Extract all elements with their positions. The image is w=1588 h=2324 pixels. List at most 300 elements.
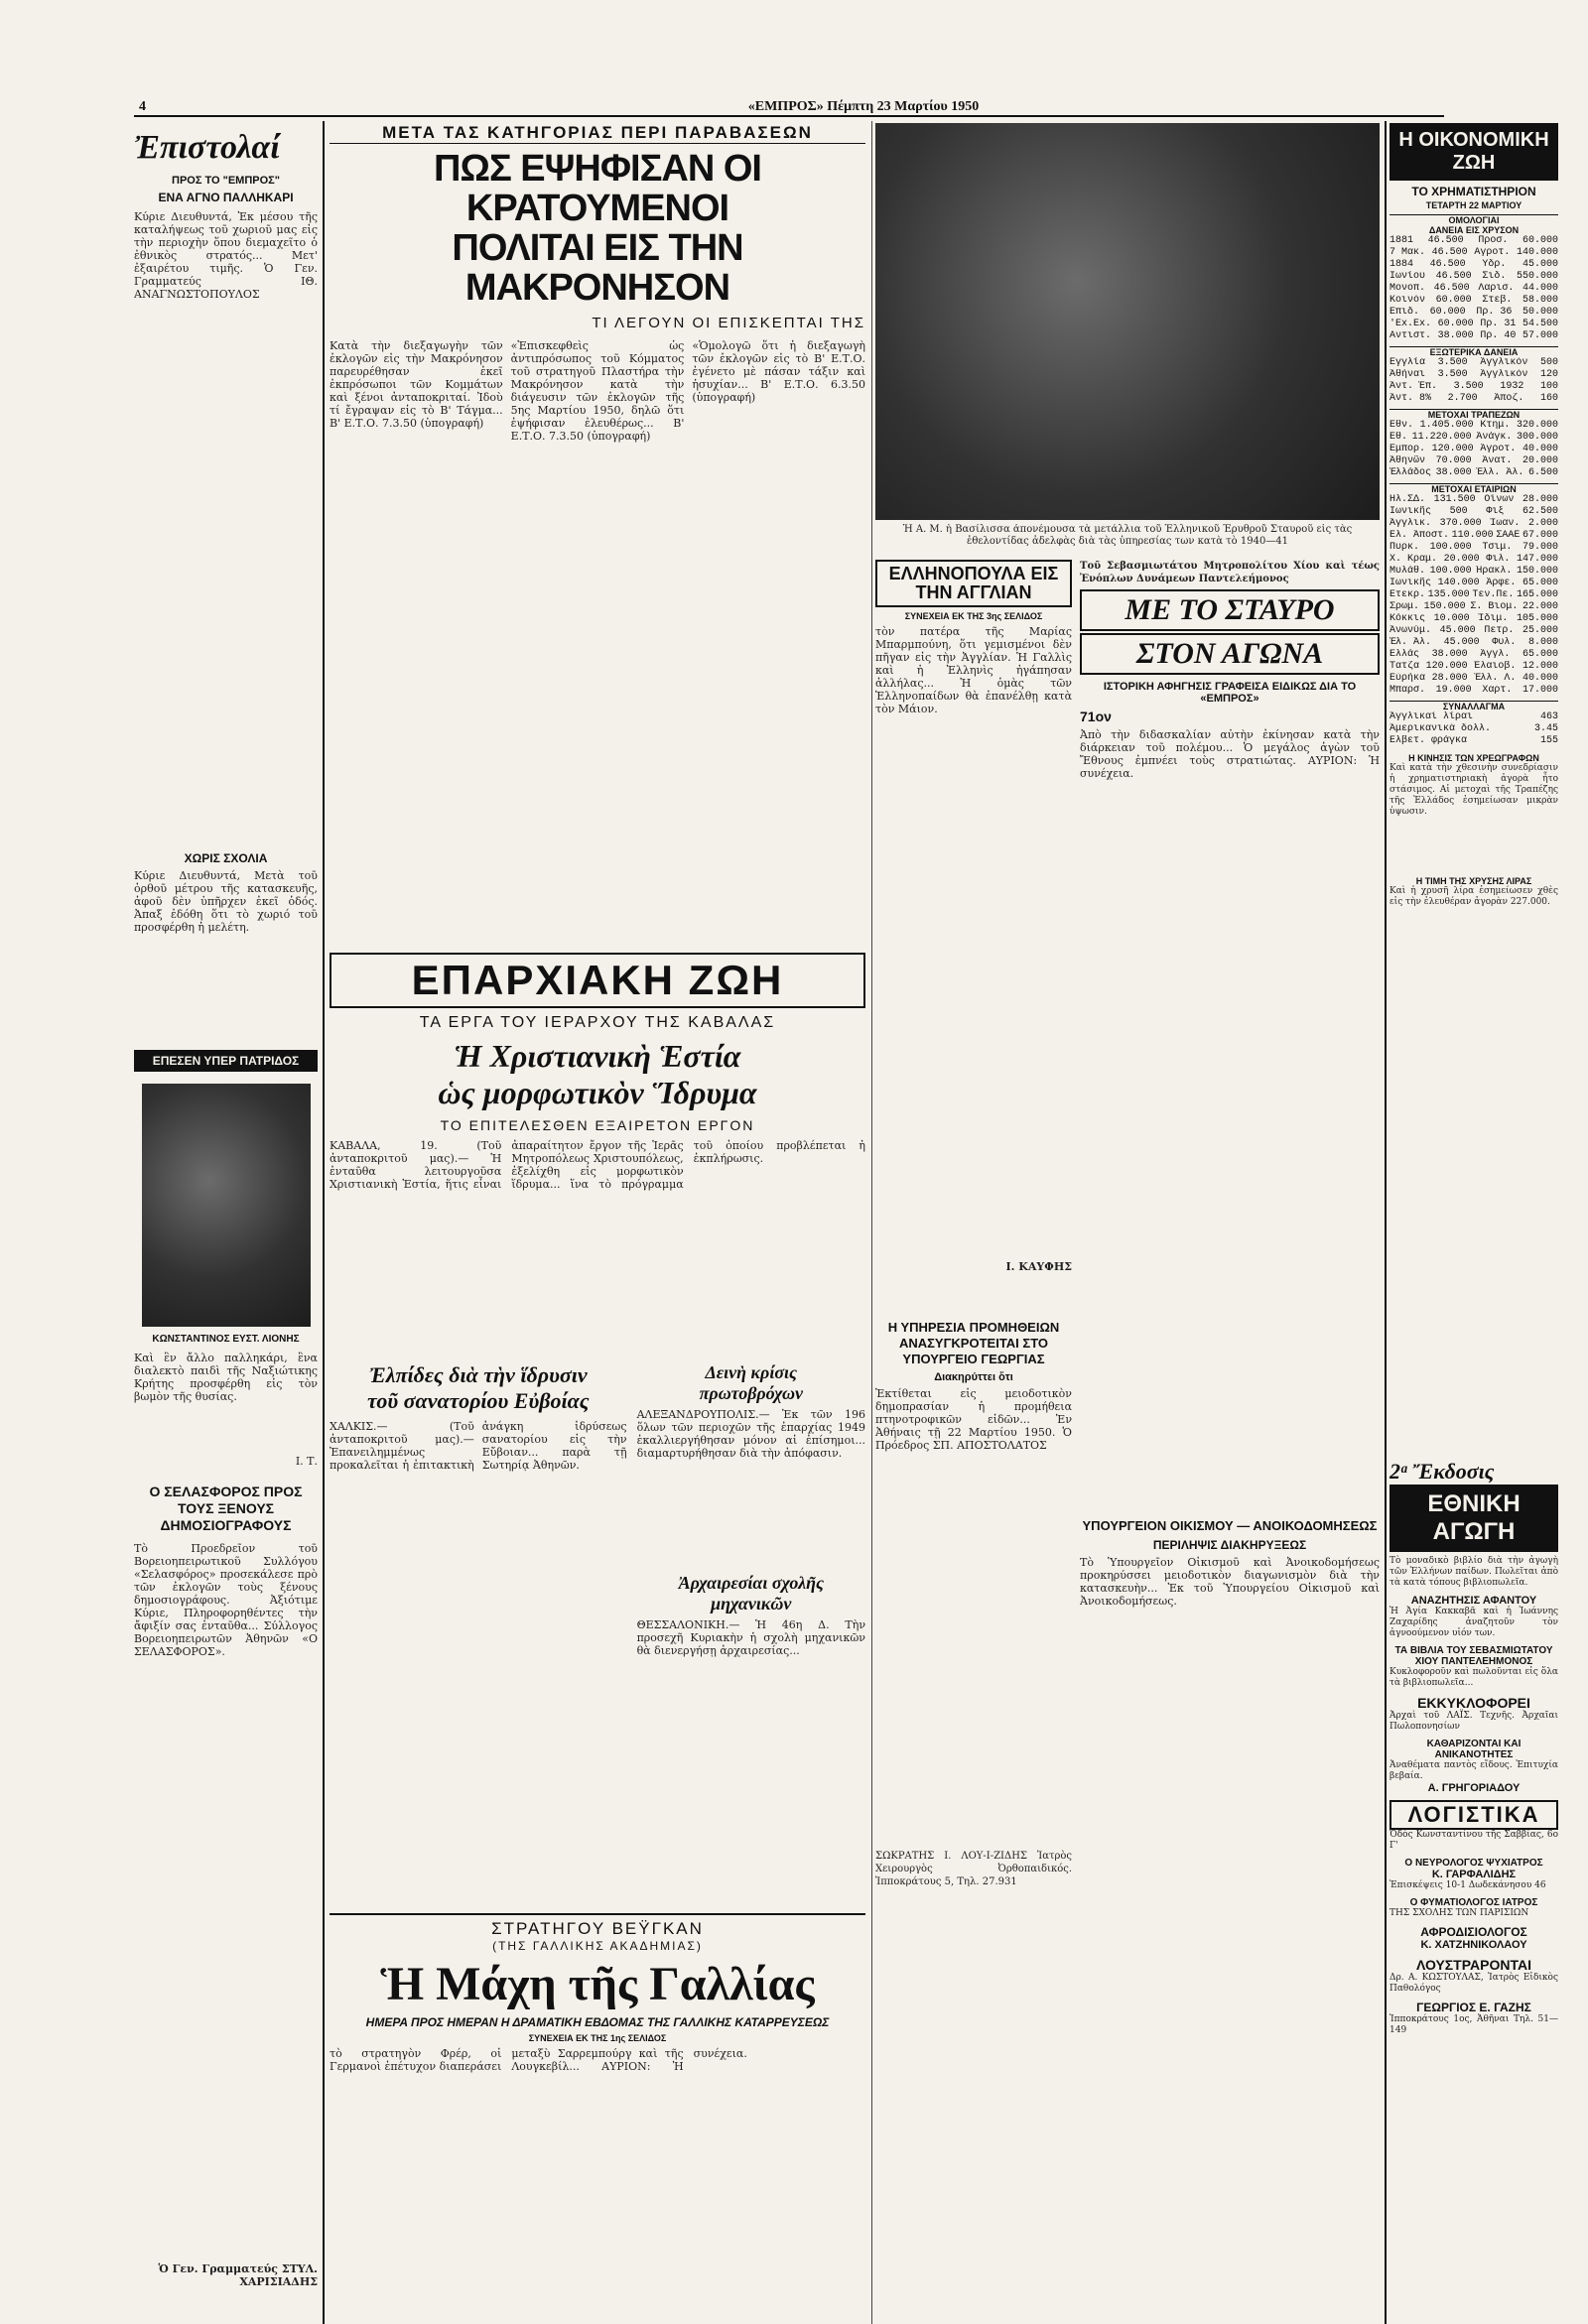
letters-title: Ἐπιστολαί	[134, 129, 280, 166]
makronisos-deck: ΤΙ ΛΕΓΟΥΝ ΟΙ ΕΠΙΣΚΕΠΤΑΙ ΤΗΣ	[592, 314, 865, 331]
table-cell: Ἰωνικῆς	[1390, 506, 1432, 517]
lighthouse-signature: Ὁ Γεν. Γραμματεύς ΣΤΥΛ. ΧΑΡΙΣΙΑΔΗΣ	[158, 2262, 318, 2288]
table-cell: 1.405.000	[1419, 420, 1474, 431]
table-cell: Κοινὸν	[1390, 295, 1426, 306]
table-cell: Ἔτεκρ.	[1390, 589, 1426, 600]
table-cell: 38.000	[1435, 467, 1472, 478]
company-share-row	[1390, 578, 1558, 589]
company-share-row	[1390, 673, 1558, 685]
economy-section	[1390, 123, 1558, 1453]
provincial-deck: ΤΟ ΕΠΙΤΕΛΕΣΘΕΝ ΕΞΑΙΡΕΤΟΝ ΕΡΓΟΝ	[440, 1117, 755, 1134]
metropolitan-part: 71ον	[1080, 709, 1112, 724]
gold-loan-row	[1390, 259, 1558, 271]
gold-loan-row	[1390, 330, 1558, 342]
table-cell: 60.000	[1429, 307, 1466, 318]
table-cell: 320.000	[1516, 420, 1558, 431]
economy-sovereign-body: Καὶ ἡ χρυσῆ λίρα ἐσημείωσεν χθὲς εἰς τὴν ἐλευθέραν ἀγορὰν 227.000.	[1390, 886, 1558, 907]
company-share-row	[1390, 494, 1558, 506]
table-cell: Ἀθήναι	[1390, 369, 1426, 380]
external-loan-row	[1390, 381, 1558, 393]
table-cell: 165.000	[1516, 589, 1558, 600]
physician-body: ΤΗΣ ΣΧΟΛΗΣ ΤΩΝ ΠΑΡΙΣΙΩΝ	[1390, 1908, 1529, 1918]
metropolitan-kicker: Τοῦ Σεβασμιωτάτου Μητροπολίτου Χίου καὶ τέως Ἐνόπλων Δυνάμεων Παντελεήμονος	[1080, 561, 1380, 584]
table-cell: 500	[1449, 506, 1468, 517]
table-cell: Κόκκις	[1390, 613, 1426, 624]
exchange-row	[1390, 723, 1558, 735]
table-cell: 46.500	[1429, 259, 1466, 270]
cleaning-body: Ἀναθέματα παντὸς εἴδους. Ἐπιτυχία βεβαία.	[1390, 1760, 1558, 1781]
provincial-kicker: ΤΑ ΕΡΓΑ ΤΟΥ ΙΕΡΑΡΧΟΥ ΤΗΣ ΚΑΒΑΛΑΣ	[419, 1014, 776, 1032]
table-cell: 8.000	[1527, 637, 1558, 648]
table-cell: Ἀγγλικὸν	[1480, 369, 1528, 380]
table-cell: 20.000	[1443, 554, 1480, 565]
table-cell: 46.500	[1427, 235, 1464, 246]
table-cell: 140.000	[1437, 578, 1480, 588]
table-cell: Πρ. 36	[1476, 307, 1513, 318]
table-cell: 500	[1539, 357, 1558, 368]
greek-women-article	[875, 560, 1072, 1314]
letters-subtitle: ΕΝΑ ΑΓΝΟ ΠΑΛΛΗΚΑΡΙ	[158, 191, 294, 204]
table-cell: 11.220.000	[1411, 432, 1472, 443]
makronisos-col-3: «Ὁμολογῶ ὅτι ἡ διεξαγωγὴ τῶν ἐκλογῶν εἰς τὸ Β' Ε.Τ.Ο. ἐγένετο μὲ πάσαν τάξιν καὶ ἡσυχίαν... Β' Ε.Τ.Ο. 6.3.50 (ὑπογραφή)	[692, 338, 865, 404]
table-cell: Ἀγροτ.	[1480, 444, 1517, 454]
provincial-title: ΕΠΑΡΧΙΑΚΗ ΖΩΗ	[330, 953, 865, 1008]
neurologist-title: Ο ΝΕΥΡΟΛΟΓΟΣ ΨΥΧΙΑΤΡΟΣ	[1404, 1858, 1543, 1869]
gold-loan-row	[1390, 235, 1558, 247]
table-cell: 46.500	[1435, 271, 1472, 282]
supply-body: Ἐκτίθεται εἰς μειοδοτικὸν δημοπρασίαν ἡ προμήθεια πτηνοτροφικῶν εἰδῶν... Ἐν Ἀθήναις τῇ 22 Μαρτίου 1950. Ὁ Πρόεδρος ΣΠ. ΑΠΟΣΤΟΛΑΤΟΣ	[875, 1387, 1072, 1452]
table-cell: 57.000	[1522, 330, 1558, 341]
soldier-portrait	[142, 1084, 311, 1327]
bank-share-row	[1390, 420, 1558, 432]
company-share-row	[1390, 506, 1558, 518]
table-cell: 2.000	[1527, 518, 1558, 529]
provincial-headline-1: Ἡ Χριστιανικὴ Ἑστία	[454, 1038, 741, 1075]
arch-title-1: Ἀρχαιρεσίαι σχολῆς	[678, 1573, 824, 1594]
provincial-section	[330, 953, 865, 1905]
company-share-row	[1390, 518, 1558, 530]
table-cell: Ἀμερικανικὰ δολλ.	[1390, 723, 1492, 734]
company-share-row	[1390, 625, 1558, 637]
table-cell: Ἐθν.	[1390, 420, 1414, 431]
table-cell: 62.500	[1522, 506, 1558, 517]
company-share-row	[1390, 554, 1558, 566]
table-cell: 46.500	[1431, 247, 1468, 258]
greek-women-body: τὸν πατέρα τῆς Μαρίας Μπαρμπούνη, ὅτι γεμισμένοι δὲν πῆγαν εἰς τὴν Ἀγγλίαν. Ἡ Γαλλὶς καὶ ἡ Ἑλληνὶς ἠγάπησαν ἀλλήλας... Ἡ ὁμὰς τῶν Ἑλληνοπαίδων θὰ ἐπανέλθῃ κατὰ τὸν Μάιον.	[875, 624, 1072, 715]
table-cell: 160	[1539, 393, 1558, 404]
table-cell: Ἐγγλία	[1390, 357, 1426, 368]
table-cell: Ἑλλ. Ἀλ.	[1476, 467, 1524, 478]
table-cell: Ἐμπορ.	[1390, 444, 1426, 454]
edition-label: 2ᵃ Ἔκδοσις	[1390, 1459, 1495, 1484]
table-cell: Ἀγγλικ.	[1390, 518, 1432, 529]
metropolitan-title-1: ΜΕ ΤΟ ΣΤΑΥΡΟ	[1080, 589, 1380, 631]
table-cell: Ἰωνικῆς	[1390, 578, 1432, 588]
table-cell: 19.000	[1435, 685, 1472, 696]
bank-share-row	[1390, 444, 1558, 455]
economy-banks-heading: ΜΕΤΟΧΑΙ ΤΡΑΠΕΖΩΝ	[1390, 409, 1558, 420]
economy-shipping-heading: Η ΚΙΝΗΣΙΣ ΤΩΝ ΧΡΕΩΓΡΑΦΩΝ	[1408, 753, 1539, 763]
company-share-row	[1390, 601, 1558, 613]
bank-share-row	[1390, 432, 1558, 444]
exchange-table	[1390, 711, 1558, 747]
accounting-title: ΛΟΓΙΣΤΙΚΑ	[1390, 1800, 1558, 1830]
table-cell: Πρ. 31	[1480, 319, 1517, 329]
book-sale-title: ΤΑ ΒΙΒΛΙΑ ΤΟΥ ΣΕΒΑΣΜΙΩΤΑΤΟΥ ΧΙΟΥ ΠΑΝΤΕΛΕΗΜΟΝΟΣ	[1394, 1645, 1553, 1667]
fallen-signature: Ι. Τ.	[295, 1455, 318, 1468]
gold-loan-row	[1390, 319, 1558, 330]
table-cell: Ἀθηνῶν	[1390, 455, 1426, 466]
table-cell: Ἀντ. Ἐπ.	[1390, 381, 1438, 392]
economy-title: Η ΟΙΚΟΝΟΜΙΚΗ ΖΩΗ	[1390, 123, 1558, 181]
table-cell: 150.000	[1516, 566, 1558, 577]
encyc-body: Ἀρχαὶ τοῦ ΛΑΪΣ. Τεχνῆς. Ἀρχαῖαι Πωλοπονησίων	[1390, 1711, 1558, 1732]
metropolitan-deck: ΙΣΤΟΡΙΚΗ ΑΦΗΓΗΣΙΣ ΓΡΑΦΕΙΣΑ ΕΙΔΙΚΩΣ ΔΙΑ ΤΟ «ΕΜΠΡΟΣ»	[1103, 681, 1357, 705]
letters-subtitle-2: ΧΩΡΙΣ ΣΧΟΛΙΑ	[184, 851, 268, 865]
bank-share-row	[1390, 467, 1558, 479]
queen-photo-caption: Ἡ Α. Μ. ἡ Βασίλισσα ἀπονέμουσα τὰ μετάλλια τοῦ Ἑλληνικοῦ Ἐρυθροῦ Σταυροῦ εἰς τὰς ἐθελοντίδας ἀδελφὰς διὰ τὰς ὑπηρεσίας των κατὰ τὸ 1940—41	[902, 524, 1353, 547]
exchange-row	[1390, 711, 1558, 723]
table-cell: Ἀνατ.	[1482, 455, 1513, 466]
table-cell: 70.000	[1435, 455, 1472, 466]
table-cell: 22.000	[1522, 601, 1558, 612]
washing-title: ΛΟΥΣΤΡΑΡΟΝΤΑΙ	[1415, 1957, 1531, 1973]
table-cell: 17.000	[1522, 685, 1558, 696]
george-title: ΓΕΩΡΓΙΟΣ Ε. ΓΑΖΗΣ	[1416, 2001, 1531, 2014]
column-divider	[871, 121, 872, 2324]
washing-body: Δρ. Α. ΚΩΣΤΟΥΛΑΣ, Ἰατρὸς Εἰδικὸς Παθολόγος	[1390, 1973, 1558, 1994]
crop-title-1: Δεινὴ κρίσις	[705, 1362, 798, 1383]
table-cell: 300.000	[1516, 432, 1558, 443]
table-cell: Χ. Κραμ.	[1390, 554, 1438, 565]
table-cell: 60.000	[1435, 295, 1472, 306]
bank-shares-table	[1390, 420, 1558, 479]
table-cell: Ἀγγλικὸν	[1480, 357, 1528, 368]
greek-women-cont: ΣΥΝΕΧΕΙΑ ΕΚ ΤΗΣ 3ης ΣΕΛΙΔΟΣ	[904, 610, 1043, 621]
table-cell: 155	[1539, 735, 1558, 746]
table-cell: 105.000	[1516, 613, 1558, 624]
gold-loan-row	[1390, 307, 1558, 319]
company-share-row	[1390, 637, 1558, 649]
table-cell: 10.000	[1433, 613, 1470, 624]
arch-title-2: μηχανικῶν	[711, 1594, 792, 1614]
table-cell: Ἐθ.	[1390, 432, 1408, 443]
table-cell: 40.000	[1522, 673, 1558, 684]
external-loan-row	[1390, 357, 1558, 369]
aphrodisiacs-name: Κ. ΧΑΤΖΗΝΙΚΟΛΑΟΥ	[1420, 1939, 1527, 1951]
lighthouse-section	[134, 1484, 318, 2317]
table-cell: Αγροτ.	[1474, 247, 1511, 258]
neurologist-body: Ἐπισκέψεις 10-1 Δωδεκάνησου 46	[1390, 1880, 1546, 1890]
table-cell: Σ. Βιομ.	[1470, 601, 1519, 612]
makronisos-col-1: Κατὰ τὴν διεξαγωγὴν τῶν ἐκλογῶν εἰς τὴν Μακρόνησον παρευρέθησαν ἐκεῖ ἐκπρόσωποι τῶν Κομμάτων καὶ ξένοι ἀνταποκριταί. Ἰδοὺ τί ἔγραψαν εἰς τὸ Β' Τάγμα... Β' Ε.Τ.Ο. 7.3.50 (ὑπογραφή)	[330, 338, 503, 430]
economy-gold-heading: ΔΑΝΕΙΑ ΕΙΣ ΧΡΥΣΟΝ	[1428, 225, 1520, 235]
table-cell: Ἰωαν.	[1490, 518, 1521, 529]
arch-body: ΘΕΣΣΑΛΟΝΙΚΗ.— Ἡ 46η Δ. Τὴν προσεχῆ Κυριακὴν ἡ σχολὴ μηχανικῶν θὰ διενεργήσῃ ἀρχαιρεσίας...	[636, 1618, 865, 1658]
column-divider	[323, 121, 325, 2324]
table-cell: Πρ. 40	[1480, 330, 1517, 341]
makronisos-kicker: ΜΕΤΑ ΤΑΣ ΚΑΤΗΓΟΡΙΑΣ ΠΕΡΙ ΠΑΡΑΒΑΣΕΩΝ	[330, 123, 865, 144]
table-cell: Κτημ.	[1480, 420, 1511, 431]
letters-section	[134, 129, 318, 1042]
metropolitan-article	[1080, 560, 1380, 1512]
page-number: 4	[139, 99, 146, 114]
table-cell: Λαρισ.	[1478, 283, 1515, 294]
table-cell: Ἑλ. Ἀλ.	[1390, 637, 1432, 648]
table-cell: 25.000	[1522, 625, 1558, 636]
table-cell: 54.500	[1522, 319, 1558, 329]
provincial-headline-2: ὡς μορφωτικὸν Ἵδρυμα	[438, 1075, 757, 1111]
table-cell: 44.000	[1522, 283, 1558, 294]
table-cell: 110.000	[1451, 530, 1494, 541]
paper-date: «ΕΜΠΡΟΣ» Πέμπτη 23 Μαρτίου 1950	[747, 99, 980, 114]
table-cell: Αντιστ.	[1390, 330, 1432, 341]
supply-subhead: Διακηρύττει ὅτι	[934, 1371, 1013, 1383]
economy-companies-heading: ΜΕΤΟΧΑΙ ΕΤΑΙΡΙΩΝ	[1390, 483, 1558, 494]
table-cell: 12.000	[1522, 661, 1558, 672]
company-share-row	[1390, 542, 1558, 554]
metropolitan-body: Ἀπὸ τὴν διδασκαλίαν αὐτὴν ἐκίνησαν κατὰ τὴν διάρκειαν τοῦ πολέμου... Ὁ μεγάλος ἀγὼν τοῦ Ἔθνους ἐμπνέει τοὺς στρατιώτας. ΑΥΡΙΟΝ: Ἡ συνέχεια.	[1080, 728, 1380, 780]
table-cell: Μονοπ.	[1390, 283, 1426, 294]
weygand-article	[330, 1913, 865, 2320]
table-cell: 60.000	[1522, 235, 1558, 246]
table-cell: 67.000	[1522, 530, 1558, 541]
table-cell: Σρωμ.	[1390, 601, 1420, 612]
gold-loan-row	[1390, 283, 1558, 295]
column-divider	[1385, 121, 1387, 2324]
table-cell: 1932	[1500, 381, 1524, 392]
ministry-body: Τὸ Ὑπουργεῖον Οἰκισμοῦ καὶ Ἀνοικοδομήσεως προκηρύσσει μειοδοτικὸν διαγωνισμὸν διὰ τὴν κατασκευὴν... Ἐκ τοῦ Ὑπουργείου Οἰκισμοῦ καὶ Ἀνοικοδομήσεως.	[1080, 1556, 1380, 1608]
table-cell: Ἐλλάς	[1390, 649, 1420, 660]
table-cell: 28.000	[1522, 494, 1558, 505]
company-share-row	[1390, 566, 1558, 578]
table-cell: 135.000	[1427, 589, 1470, 600]
weygand-title: Ἡ Μάχη τῆς Γαλλίας	[380, 1958, 815, 2010]
fallen-body: Καὶ ἓν ἄλλο παλληκάρι, ἓνα διαλεκτὸ παιδὶ τῆς Ναξιώτικης Κρήτης προσφέρθη εἰς τὸν βωμὸν τῆς θυσίας.	[134, 1352, 318, 1403]
table-cell: Ἀντ. 8%	[1390, 393, 1432, 404]
makronisos-headline-1: ΠΩΣ ΕΨΗΦΙΣΑΝ ΟΙ ΚΡΑΤΟΥΜΕΝΟΙ	[434, 148, 761, 229]
table-cell: 7 Μακ.	[1390, 247, 1426, 258]
supply-title: Η ΥΠΗΡΕΣΙΑ ΠΡΟΜΗΘΕΙΩΝ ΑΝΑΣΥΓΚΡΟΤΕΙΤΑΙ ΣΤΟ ΥΠΟΥΡΓΕΙΟ ΓΕΩΡΓΙΑΣ	[887, 1320, 1060, 1366]
fallen-section	[134, 1050, 318, 1477]
company-share-row	[1390, 530, 1558, 542]
table-cell: 38.000	[1437, 330, 1474, 341]
table-cell: Τεν.Πε.	[1472, 589, 1515, 600]
table-cell: 'Ex.Ex.	[1390, 319, 1432, 329]
table-cell: Οἴνων	[1484, 494, 1515, 505]
ministry-subhead: ΠΕΡΙΛΗΨΙΣ ΔΙΑΚΗΡΥΞΕΩΣ	[1152, 1538, 1307, 1552]
company-share-row	[1390, 613, 1558, 625]
table-cell: 45.000	[1522, 259, 1558, 270]
gold-loan-row	[1390, 271, 1558, 283]
table-cell: Ἀποζ.	[1494, 393, 1524, 404]
table-cell: Ἀγγλ.	[1480, 649, 1511, 660]
george-body: Ἱπποκράτους 1ος, Ἀθῆναι Τηλ. 51—149	[1390, 2014, 1558, 2035]
book-title: ΕΘΝΙΚΗ ΑΓΩΓΗ	[1390, 1485, 1558, 1552]
table-cell: 140.000	[1516, 247, 1558, 258]
company-share-row	[1390, 685, 1558, 697]
table-cell: 40.000	[1522, 444, 1558, 454]
table-cell: Ἀνωνύμ.	[1390, 625, 1432, 636]
cleaning-title: ΚΑΘΑΡΙΖΟΝΤΑΙ ΚΑΙ ΑΝΙΚΑΝΟΤΗΤΕΣ	[1426, 1739, 1522, 1760]
encyc-title: ΕΚΚΥΚΛΟΦΟΡΕΙ	[1417, 1695, 1530, 1711]
table-cell: 6.500	[1527, 467, 1558, 478]
table-cell: 150.000	[1423, 601, 1466, 612]
ministry-notice	[1080, 1518, 1380, 2317]
table-cell: Ἑλλάδος	[1390, 467, 1432, 478]
table-cell: 3.500	[1453, 381, 1484, 392]
makronisos-article	[330, 123, 865, 947]
evia-title-1: Ἐλπίδες διὰ τὴν ἵδρυσιν	[368, 1362, 588, 1388]
fallen-title: ΕΠΕΣΕΝ ΥΠΕΡ ΠΑΤΡΙΔΟΣ	[134, 1050, 318, 1072]
economy-date: ΤΕΤΑΡΤΗ 22 ΜΑΡΤΙΟΥ	[1425, 200, 1522, 210]
search-body: Ἡ Ἀγία Κακκαβᾶ καὶ ἡ Ἰωάννης Ζαχαρίδης ἀναζητοῦν τὸν ἀγνοούμενον υἱόν των.	[1390, 1607, 1558, 1638]
provincial-body: ΚΑΒΑΛΑ, 19. (Τοῦ ἀνταποκριτοῦ μας).— Ἡ ἐνταῦθα λειτουργοῦσα Χριστιανικὴ Ἑστία, ἥτις εἶναι ἀπαραίτητον ἔργον τῆς Ἱερᾶς Μητροπόλεως Χριστουπόλεως, ἐξελίχθη εἰς μορφωτικὸν ἵδρυμα... ἵνα τὸ πρόγραμμα τοῦ ὁποίου προβλέπεται ἡ ἐκπλήρωσις.	[330, 1139, 865, 1192]
table-cell: Στεβ.	[1482, 295, 1513, 306]
supply-article	[875, 1320, 1072, 1935]
table-cell: 370.000	[1439, 518, 1482, 529]
makronisos-col-2: «Ἐπισκεφθεὶς ὡς ἀντιπρόσωπος τοῦ Κόμματος τοῦ στρατηγοῦ Πλαστήρα τὴν Μακρόνησον κατὰ τὴν διάγευσιν τῶν ἐκλογῶν τῆς 5ης Μαρτίου 1950, δηλῶ ὅτι ἐψήφισαν ἐλευθέρως... Β' Ε.Τ.Ο. 7.3.50 (ὑπογραφή)	[510, 338, 685, 443]
table-cell: Φιλ.	[1486, 554, 1511, 565]
company-shares-table	[1390, 494, 1558, 697]
makronisos-headline-2: ΠΟΛΙΤΑΙ ΕΙΣ ΤΗΝ ΜΑΚΡΟΝΗΣΟΝ	[452, 226, 743, 309]
table-cell: 58.000	[1522, 295, 1558, 306]
letters-body: Κύριε Διευθυντά, Ἐκ μέσου τῆς καταλήψεως τοῦ χωριοῦ μας εἰς τὴν περιοχὴν ὅπου διεμαχεῖτο ὁ ἐθνικὸς στρατός... Μετ' ἐξαιρέτου τιμῆς. Ὁ Γεν. Γραμματεύς ΙΘ. ΑΝΑΓΝΩΣΤΟΠΟΥΛΟΣ	[134, 210, 318, 301]
cleaning-name: Α. ΓΡΗΓΟΡΙΑΔΟΥ	[1427, 1782, 1521, 1794]
table-cell: Χαρτ.	[1482, 685, 1513, 696]
table-cell: 38.000	[1431, 649, 1468, 660]
letters-body-2: Κύριε Διευθυντά, Μετὰ τοῦ ὀρθοῦ μέτρου τῆς κατασκευῆς, ἀφοῦ δὲν ὑπῆρχεν ἐκεῖ ὁδός. Ἀπαξ ἐδόθη ὅτι τὸ χωριό τοῦ προσφέρθη ἡ μελέτη.	[134, 869, 318, 934]
table-cell: ΣΑΑΕ	[1496, 530, 1521, 541]
weygand-subkicker: (ΤΗΣ ΓΑΛΛΙΚΗΣ ΑΚΑΔΗΜΙΑΣ)	[492, 1939, 703, 1953]
ministry-title: ΥΠΟΥΡΓΕΙΟΝ ΟΙΚΙΣΜΟΥ — ΑΝΟΙΚΟΔΟΜΗΣΕΩΣ	[1082, 1518, 1378, 1533]
economy-external-heading: ΕΞΩΤΕΡΙΚΑ ΔΑΝΕΙΑ	[1390, 346, 1558, 357]
greek-women-title: ΕΛΛΗΝΟΠΟΥΛΑ ΕΙΣ ΤΗΝ ΑΓΓΛΙΑΝ	[875, 560, 1072, 607]
crop-title-2: πρωτοβρόχων	[699, 1383, 803, 1404]
table-cell: Σιδ.	[1482, 271, 1507, 282]
table-cell: Ὑδρ.	[1482, 259, 1507, 270]
gold-loan-row	[1390, 247, 1558, 259]
table-cell: 46.500	[1433, 283, 1470, 294]
external-loan-row	[1390, 369, 1558, 381]
table-cell: 20.000	[1522, 455, 1558, 466]
exchange-row	[1390, 735, 1558, 747]
bank-share-row	[1390, 455, 1558, 467]
table-cell: 65.000	[1522, 649, 1558, 660]
table-cell: Ἐλαιοβ.	[1474, 661, 1517, 672]
company-share-row	[1390, 589, 1558, 601]
company-share-row	[1390, 661, 1558, 673]
table-cell: 3.500	[1437, 369, 1468, 380]
table-cell: Μυλάθ.	[1390, 566, 1426, 577]
table-cell: 147.000	[1516, 554, 1558, 565]
table-cell: 50.000	[1522, 307, 1558, 318]
weygand-deck: ΗΜΕΡΑ ΠΡΟΣ ΗΜΕΡΑΝ Η ΔΡΑΜΑΤΙΚΗ ΕΒΔΟΜΑΣ ΤΗΣ ΓΑΛΛΙΚΗΣ ΚΑΤΑΡΡΕΥΣΕΩΣ	[365, 2015, 830, 2029]
external-loans-table	[1390, 357, 1558, 405]
neurologist-name: Κ. ΓΑΡΦΑΛΙΔΗΣ	[1431, 1869, 1517, 1880]
table-cell: Ἀγγλικαὶ λίραι	[1390, 711, 1474, 722]
book-body: Τὸ μοναδικὸ βιβλίο διὰ τὴν ἀγωγὴ τῶν Ἑλλήνων παίδων. Πωλεῖται ἀπὸ τὰ κατὰ τόπους βιβλιοπωλεῖα.	[1390, 1556, 1558, 1588]
evia-body: ΧΑΛΚΙΣ.— (Τοῦ ἀνταποκριτοῦ μας).— Ἐπανειλημμένως προκαλεῖται ἡ ἐπιτακτικὴ ἀνάγκη ἱδρύσεως σανατορίου εἰς τὴν Εὔβοιαν... παρὰ τῇ Σωτηρίᾳ Ἀθηνῶν.	[330, 1420, 627, 1473]
table-cell: Πετρ.	[1484, 625, 1515, 636]
economy-shipping-body: Καὶ κατὰ τὴν χθεσινὴν συνεδρίασιν ἡ χρηματιστηριακὴ ἀγορὰ ἦτο στάσιμος. Αἱ μετοχαὶ τῆς Τραπέζης τῆς Ἑλλάδος ἐσημείωσαν μικρὰν ὑψωσιν.	[1390, 763, 1558, 817]
evia-title-2: τοῦ σανατορίου Εὐβοίας	[366, 1388, 590, 1414]
company-share-row	[1390, 649, 1558, 661]
table-cell: 79.000	[1522, 542, 1558, 553]
letters-to-line: ΠΡΟΣ ΤΟ "ΕΜΠΡΟΣ"	[172, 175, 280, 187]
weygand-body: τὸ στρατηγὸν Φρέρ, οἱ Γερμανοὶ ἐπέτυχον διαπεράσει μεταξὺ Σαρρεμπούργ καὶ τῆς Λουγκεβίλ... ΑΥΡΙΟΝ: Ἡ συνέχεια.	[330, 2047, 747, 2073]
table-cell: 28.000	[1431, 673, 1468, 684]
physician-title: Ο ΦΥΜΑΤΙΟΛΟΓΟΣ ΙΑΤΡΟΣ	[1409, 1897, 1538, 1908]
table-cell: 120.000	[1425, 661, 1468, 672]
table-cell: Ἠρακλ.	[1476, 566, 1513, 577]
economy-bonds-heading: ΟΜΟΛΟΓΙΑΙ	[1390, 214, 1558, 225]
table-cell: Εὐρήκα	[1390, 673, 1426, 684]
greek-women-signature: Ι. ΚΑΥΦΗΣ	[1005, 1259, 1072, 1273]
book-sale-body: Κυκλοφοροῦν καὶ πωλοῦνται εἰς ὅλα τὰ βιβλιοπωλεῖα...	[1390, 1667, 1558, 1688]
table-cell: 45.000	[1439, 625, 1476, 636]
table-cell: Ἰδιμ.	[1478, 613, 1509, 624]
table-cell: 120.000	[1431, 444, 1474, 454]
table-cell: 3.500	[1437, 357, 1468, 368]
table-cell: 60.000	[1437, 319, 1474, 329]
table-cell: Ἐπιδ.	[1390, 307, 1420, 318]
table-cell: 100.000	[1429, 542, 1472, 553]
table-cell: Φιξ	[1486, 506, 1505, 517]
table-cell: Προσ.	[1478, 235, 1509, 246]
aphrodisiacs-title: ΑΦΡΟΔΙΣΙΟΛΟΓΟΣ	[1420, 1925, 1527, 1939]
gold-loans-table	[1390, 235, 1558, 342]
supply-classified: ΣΩΚΡΑΤΗΣ Ι. ΛΟΥ-Ι-ΖΙΔΗΣ Ἰατρὸς Χειρουργὸς Ὀρθοπαιδικός. Ἰπποκράτους 5, Τηλ. 27.931	[875, 1851, 1072, 1887]
table-cell: 100.000	[1429, 566, 1472, 577]
weygand-kicker: ΣΤΡΑΤΗΓΟΥ ΒΕΫΓΚΑΝ	[330, 1913, 865, 1939]
table-cell: 463	[1539, 711, 1558, 722]
table-cell: Πυρκ.	[1390, 542, 1420, 553]
queen-medal-photo	[875, 123, 1380, 520]
table-cell: 100	[1539, 381, 1558, 392]
table-cell: 550.000	[1516, 271, 1558, 282]
table-cell: Ἠλ.ΣΔ.	[1390, 494, 1426, 505]
fallen-caption: ΚΩΝΣΤΑΝΤΙΝΟΣ ΕΥΣΤ. ΛΙΟΝΗΣ	[152, 1334, 300, 1345]
economy-exchange-heading: ΣΥΝΑΛΛΑΓΜΑ	[1390, 701, 1558, 711]
table-cell: Μπαρσ.	[1390, 685, 1426, 696]
lighthouse-body: Τὸ Προεδρεῖον τοῦ Βορειοηπειρωτικοῦ Συλλόγου «Σελασφόρος» προσεκάλεσε πρὸ τῶν ἐκλογῶν τοὺς ξένους δημοσιογράφους. Ἀξιότιμε Κύριε, Πληροφορηθέντες τὴν ἄφιξίν σας ἐνταῦθα... Σύλλογος Βορειοηπειρωτῶν Ἀθηνῶν «Ο ΣΕΛΑΣΦΟΡΟΣ».	[134, 1542, 318, 1658]
gold-loan-row	[1390, 295, 1558, 307]
table-cell: Ἀρφε.	[1486, 578, 1517, 588]
table-cell: Ἐλ. Ἀποστ.	[1390, 530, 1450, 541]
lighthouse-title: Ο ΣΕΛΑΣΦΟΡΟΣ ΠΡΟΣ ΤΟΥΣ ΞΕΝΟΥΣ ΔΗΜΟΣΙΟΓΡΑΦΟΥΣ	[149, 1484, 303, 1533]
accounting-body: Ὁδὸς Κωνσταντίνου τῆς Σαββίας, 6ο Γ'	[1390, 1830, 1558, 1851]
table-cell: 45.000	[1443, 637, 1480, 648]
table-cell: Τατζα	[1390, 661, 1420, 672]
external-loan-row	[1390, 393, 1558, 405]
table-cell: Ἰωνίου	[1390, 271, 1426, 282]
search-title: ΑΝΑΖΗΤΗΣΙΣ ΑΦΑΝΤΟΥ	[1410, 1595, 1537, 1607]
crop-body: ΑΛΕΞΑΝΔΡΟΥΠΟΛΙΣ.— Ἐκ τῶν 196 ὅλων τῶν περιοχῶν τῆς ἐπαρχίας 1949 ἐκαλλιεργήθησαν μόνον αἱ ἐπίσημοι... διαμαρτυρήθησαν διὰ τὴν ἀπόφασιν.	[636, 1408, 865, 1461]
table-cell: Τσιμ.	[1482, 542, 1513, 553]
table-cell: 131.500	[1433, 494, 1476, 505]
table-cell: 1884	[1390, 259, 1414, 270]
table-cell: 3.45	[1533, 723, 1558, 734]
table-cell: Ἐλβετ. φράγκα	[1390, 735, 1468, 746]
table-cell: Ἑλλ. Λ.	[1474, 673, 1517, 684]
weygand-cont: ΣΥΝΕΧΕΙΑ ΕΚ ΤΗΣ 1ης ΣΕΛΙΔΟΣ	[528, 2033, 667, 2043]
economy-subtitle: ΤΟ ΧΡΗΜΑΤΙΣΤΗΡΙΟΝ	[1411, 185, 1536, 198]
table-cell: Φυλ.	[1492, 637, 1517, 648]
metropolitan-title-2: ΣΤΟΝ ΑΓΩΝΑ	[1080, 633, 1380, 675]
table-cell: 1881	[1390, 235, 1414, 246]
table-cell: 2.700	[1447, 393, 1478, 404]
